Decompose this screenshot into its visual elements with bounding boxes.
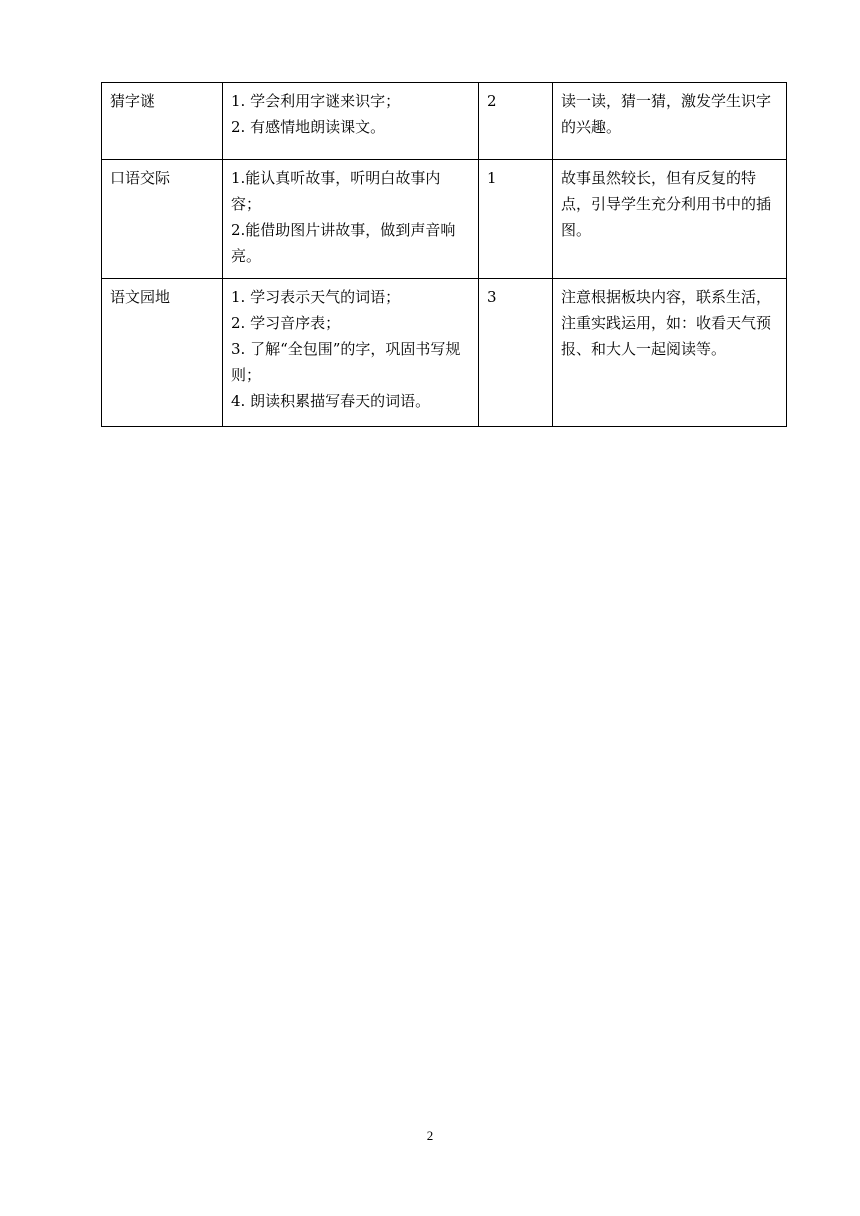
hours-cell: [479, 160, 553, 279]
goal-item: 1.能认真听故事，听明白故事内容；: [231, 169, 441, 213]
goal-item: 2. 学习音序表；: [231, 314, 341, 332]
hours-cell: [479, 83, 553, 160]
suggestion-text: 注意根据板块内容，联系生活，注重实践运用，如：收看天气预报、和大人一起阅读等。: [561, 288, 772, 358]
topic-text: 口语交际: [110, 169, 171, 187]
topic-text: 语文园地: [110, 288, 171, 306]
goal-item: 1. 学会利用字谜来识字；: [231, 92, 401, 110]
topic-cell: [102, 160, 223, 279]
suggestion-cell: [553, 160, 787, 279]
page-number: 2: [426, 1128, 434, 1143]
goal-item: 2. 有感情地朗读课文。: [231, 118, 386, 136]
topic-text: 猜字谜: [110, 92, 156, 110]
goal-item: 3. 了解“全包围”的字，巩固书写规则；: [231, 340, 461, 384]
suggestion-cell: [553, 279, 787, 427]
topic-cell: [102, 83, 223, 160]
goal-item: 2.能借助图片讲故事，做到声音响亮。: [231, 221, 456, 265]
goal-item: 1. 学习表示天气的词语；: [231, 288, 401, 306]
goals-cell: [223, 83, 479, 160]
table-row: [102, 279, 787, 427]
table-row: [102, 83, 787, 160]
suggestion-text: 故事虽然较长，但有反复的特点，引导学生充分利用书中的插图。: [561, 169, 772, 239]
hours-text: 1: [487, 169, 497, 187]
topic-cell: [102, 279, 223, 427]
table-row: [102, 160, 787, 279]
goal-item: 4. 朗读积累描写春天的词语。: [231, 392, 431, 410]
suggestion-cell: [553, 83, 787, 160]
suggestion-text: 读一读，猜一猜，激发学生识字的兴趣。: [561, 92, 772, 136]
hours-text: 3: [487, 288, 497, 306]
goals-cell: [223, 279, 479, 427]
hours-cell: [479, 279, 553, 427]
hours-text: 2: [487, 92, 497, 110]
lesson-plan-table: [101, 82, 787, 427]
goals-cell: [223, 160, 479, 279]
